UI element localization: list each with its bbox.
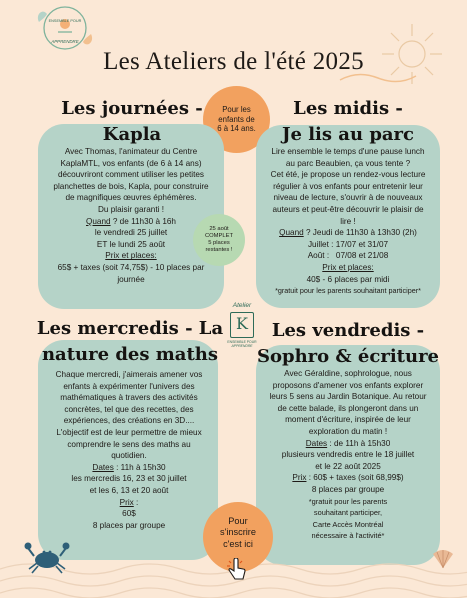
dates-text: : 11h à 15h30	[113, 462, 166, 472]
text-line: Chaque mercredi, j'aimerais amener vos	[55, 370, 203, 379]
age-badge-line: 6 à 14 ans.	[217, 124, 256, 134]
text-line: Avec Géraldine, sophrologue, nous	[284, 369, 412, 378]
title-mercredis	[28, 316, 232, 368]
title-line: Les midis -	[293, 98, 403, 119]
text-line: comprendre le sens des maths au	[67, 439, 191, 449]
text-line: expériences, des créations en 3D....	[63, 416, 195, 426]
text-line: Avec Thomas, l'animateur du Centre	[64, 147, 198, 156]
text-line: moment d'écriture, inspirée de leur	[285, 415, 411, 425]
quand-text: ? Jeudi de 11h30 à 13h30 (2h)	[303, 228, 417, 238]
prix-label: Prix et places:	[322, 262, 374, 272]
title-line: Je lis au parc	[281, 124, 415, 145]
logo-emblem-icon	[33, 4, 97, 52]
prix-line: 65$ + taxes (soit 74,75$) - 10 places par	[57, 262, 205, 272]
register-line: s'inscrire	[220, 527, 256, 538]
title-line: Les vendredis -	[271, 320, 425, 341]
prix-line: Carte Accès Montréal	[312, 519, 384, 529]
complet-line: 5 places	[208, 240, 230, 246]
register-line: Pour	[228, 515, 248, 526]
dates-line	[36, 462, 222, 474]
dates-label: Dates	[92, 462, 114, 472]
text-line: proposons d'amener vos enfants explorer	[272, 380, 424, 390]
crab-icon	[24, 538, 70, 578]
prix-line: *gratuit pour les parents souhaitant participer*	[275, 286, 421, 296]
complet-line: restantes !	[205, 247, 233, 254]
text-line: découvriront comment utiliser les petites	[57, 170, 205, 180]
text-journees	[38, 146, 224, 285]
center-logo-word: Atelier	[232, 302, 252, 309]
date-line: Août : 07/08 et 21/08	[307, 251, 389, 261]
prix-line: *gratuit pour les parents	[308, 496, 388, 506]
age-badge-line: enfants de	[218, 114, 255, 124]
center-logo-sub-line: ENSEMBLE POUR	[227, 340, 257, 344]
title-line: nature des maths	[41, 344, 219, 365]
prix-line: journée	[117, 274, 145, 284]
text-mercredis	[36, 369, 222, 531]
text-line: mathématiques à travers des activités	[60, 393, 198, 403]
text-line: lire !	[340, 216, 356, 226]
logo-line-2: APPRENDRE	[51, 39, 79, 44]
prix-line: nécessaire à l'activité*	[311, 531, 385, 541]
date-line: ET le lundi 25 août	[96, 239, 166, 249]
quand-label: Quand	[85, 216, 111, 226]
pointer-hand-icon	[226, 558, 248, 582]
date-line: plusieurs vendredis entre le 18 juillet	[281, 450, 415, 460]
text-line: régulier à vos enfants pour entretenir leur	[273, 181, 423, 191]
text-line: de cette balade, ils plongeront dans un	[277, 403, 419, 413]
text-midis	[254, 146, 442, 297]
prix-label: Prix et places:	[105, 251, 157, 261]
text-line: de magnifiques œuvres éphémères.	[65, 193, 197, 203]
text-line: Du plaisir garanti !	[98, 204, 164, 214]
text-line: auteurs et peut-être découvrir le plaisir de	[272, 204, 424, 214]
center-logo-letter: K	[236, 314, 248, 333]
prix-line: 8 places par groupe	[92, 520, 166, 530]
text-line: leurs 5 sens au Jardin Botanique. Au retour	[269, 392, 427, 402]
text-line: Lire ensemble le temps d'une pause lunch	[271, 147, 425, 156]
title-journees	[40, 96, 224, 148]
date-line: Juillet : 17/07 et 31/07	[307, 239, 389, 249]
date-line: et les 6, 13 et 20 août	[89, 485, 169, 495]
date-line: et le 22 août 2025	[315, 461, 381, 471]
title-midis	[252, 96, 444, 148]
text-vendredis	[254, 368, 442, 542]
title-vendredis	[252, 318, 444, 370]
date-line: le vendredi 25 juillet	[94, 228, 168, 238]
text-line: niveau de lecture, s'ouvrir à de nouveaux	[273, 193, 423, 203]
dates-label: Dates	[305, 438, 328, 448]
text-line: quotidien.	[111, 451, 147, 461]
dates-text: : de 11h à 15h30	[327, 438, 391, 448]
text-line: au parc Beaubien, ça vous tente ?	[285, 158, 411, 168]
text-line: L'objectif est de leur permettre de mieux	[56, 427, 202, 437]
text-line: KaplaMTL, vos enfants (de 6 à 14 ans)	[60, 158, 202, 168]
prix-line: 8 places par groupe	[311, 484, 385, 494]
register-line: c'est ici	[223, 538, 253, 549]
quand-text: ? de 11h30 à 16h	[110, 216, 176, 226]
logo-line-1: ENSEMBLE POUR	[48, 19, 82, 23]
text-line: Cet été, je propose un rendez-vous lecture	[270, 170, 426, 180]
title-line: Les journées -	[61, 98, 203, 119]
dates-line	[254, 438, 442, 450]
complet-line: COMPLET	[204, 232, 234, 239]
prix-label: Prix	[292, 473, 307, 483]
text-line: planchettes de bois, Kapla, pour construire	[53, 181, 209, 191]
center-logo-sub-line: APPRENDRE	[231, 344, 253, 349]
prix-line: 40$ - 6 places par midi	[306, 274, 390, 284]
text-line: exploration du matin !	[308, 426, 388, 436]
title-line: Les mercredis - La	[36, 318, 224, 339]
prix-label: Prix	[119, 497, 134, 507]
prix-line	[254, 472, 442, 484]
text-line: concrètes, tel que des recettes, des	[64, 404, 194, 414]
age-badge-line: Pour les	[222, 105, 251, 115]
text-line: enfants à expérimenter l'univers des	[63, 381, 195, 391]
brand-logo	[33, 4, 97, 52]
date-line: les mercredis 16, 23 et 30 juillet	[71, 474, 187, 484]
page-title: Les Ateliers de l'été 2025	[103, 48, 364, 75]
prix-line: 60$	[122, 509, 136, 519]
prix-line: Prix :	[119, 497, 139, 507]
quand-line	[254, 227, 442, 239]
shell-icon	[430, 546, 456, 572]
quand-label: Quand	[279, 228, 304, 238]
complet-badge	[193, 214, 245, 266]
title-line: Sophro & écriture	[256, 346, 440, 367]
title-line: Kapla	[102, 124, 162, 145]
complet-line: 25 août	[209, 225, 229, 232]
prix-text: : 60$ + taxes (soit 68,99$)	[306, 473, 404, 483]
prix-line: souhaitant participer,	[313, 508, 383, 518]
